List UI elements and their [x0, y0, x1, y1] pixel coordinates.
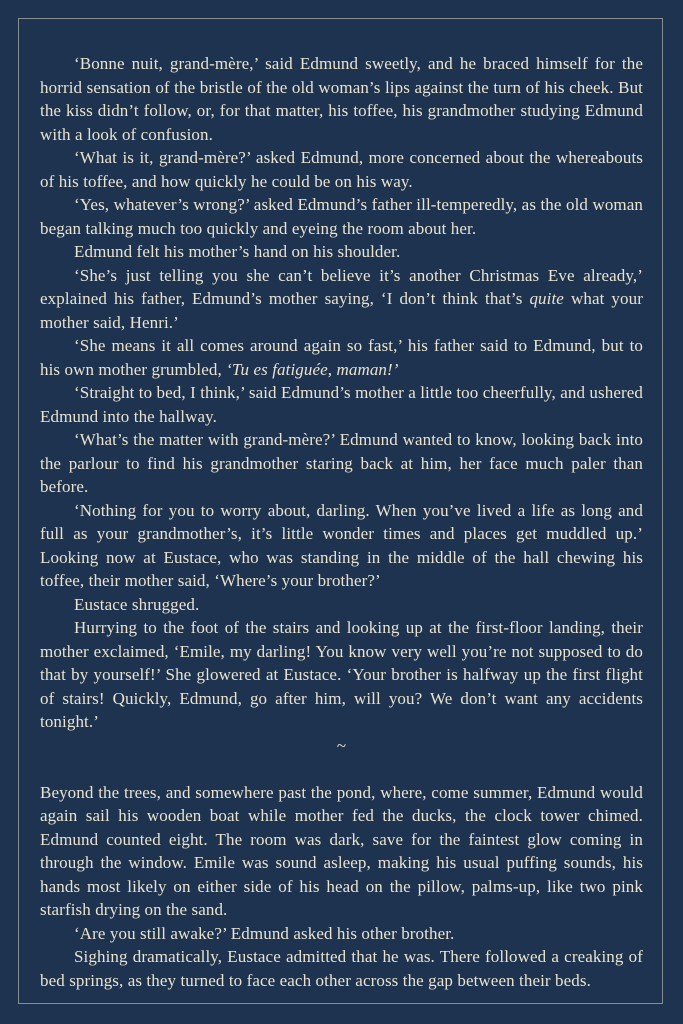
- paragraph-segment: ~: [336, 735, 347, 755]
- paragraph-segment-italic: ‘Tu es fatiguée, maman!’: [226, 359, 399, 379]
- paragraph: [40, 264, 643, 335]
- paragraph: [40, 428, 643, 499]
- paragraph: [40, 146, 643, 193]
- paragraph-segment: ‘Straight to bed, I think,’ said Edmund’s mother a little too cheerfully, and ushered Edmund into the hallway.: [40, 383, 643, 426]
- paragraph-segment-italic: quite: [529, 289, 564, 308]
- page-text: [40, 52, 643, 992]
- paragraph: [40, 381, 643, 428]
- paragraph-segment: Beyond the trees, and somewhere past the pond, where, come summer, Edmund would again sail his wooden boat while mother fed the ducks, the clock tower chimed. Edmund counted eight. The room was dark, save for the faintest glow coming in through the window. Emile was sound asleep, making his usual puffing sounds, his hands most likely on either side of his head on the pillow, palms-up, like two pink starfish drying on the sand.: [40, 782, 643, 919]
- paragraph-segment: ‘She means it all comes around again so fast,’ his father said to Edmund, but to his own mother grumbled,: [40, 336, 643, 379]
- paragraph-segment: ‘What’s the matter with grand-mère?’ Edmund wanted to know, looking back into the parlour to find his grandmother staring back at him, her face much paler than before.: [40, 430, 643, 496]
- paragraph-segment: Sighing dramatically, Eustace admitted that he was. There followed a creaking of bed springs, as they turned to face each other across the gap between their beds.: [40, 947, 643, 990]
- paragraph-segment: ‘Bonne nuit, grand-mère,’ said Edmund sweetly, and he braced himself for the horrid sensation of the bristle of the old woman’s lips against the turn of his cheek. But the kiss didn’t follow, or, for that matter, his toffee, his grandmother studying Edmund with a look of confusion.: [40, 54, 643, 144]
- paragraph: [40, 193, 643, 240]
- paragraph: [40, 922, 643, 946]
- paragraph-segment: Hurrying to the foot of the stairs and looking up at the first-floor landing, their mother exclaimed, ‘Emile, my darling! You know very well you’re not supposed to do that by yourself!’ She glowered at Eustace. ‘Your brother is halfway up the first flight of stairs! Quickly, Edmund, go after him, will you? We don’t want any accidents tonight.’: [40, 618, 643, 731]
- section-separator: [40, 734, 643, 758]
- paragraph: [40, 499, 643, 593]
- paragraph: [40, 52, 643, 146]
- paragraph-segment: Eustace shrugged.: [74, 594, 200, 614]
- paragraph: [40, 781, 643, 922]
- paragraph-segment: ‘Yes, whatever’s wrong?’ asked Edmund’s father ill-temperedly, as the old woman began talking much too quickly and eyeing the room about her.: [40, 195, 643, 238]
- paragraph-segment: what your mother said, Henri.’: [40, 289, 643, 332]
- paragraph: [40, 945, 643, 992]
- paragraph-segment: ‘What is it, grand-mère?’ asked Edmund, more concerned about the whereabouts of his toffee, and how quickly he could be on his way.: [40, 148, 643, 191]
- paragraph-segment: ‘Nothing for you to worry about, darling. When you’ve lived a life as long and full as your grandmother’s, it’s little wonder times and places get muddled up.’ Looking now at Eustace, who was standing in the middle of the hall chewing his toffee, their mother said, ‘Where’s your brother?’: [40, 500, 643, 590]
- paragraph: [40, 616, 643, 734]
- paragraph-segment: Edmund felt his mother’s hand on his shoulder.: [74, 242, 401, 261]
- paragraph-segment: ‘Are you still awake?’ Edmund asked his other brother.: [74, 923, 455, 943]
- paragraph-segment: ‘She’s just telling you she can’t believe it’s another Christmas Eve already,’ explained his father, Edmund’s mother saying, ‘I don’t think that’s: [40, 265, 643, 308]
- paragraph: [40, 240, 643, 264]
- paragraph: [40, 593, 643, 617]
- paragraph: [40, 334, 643, 381]
